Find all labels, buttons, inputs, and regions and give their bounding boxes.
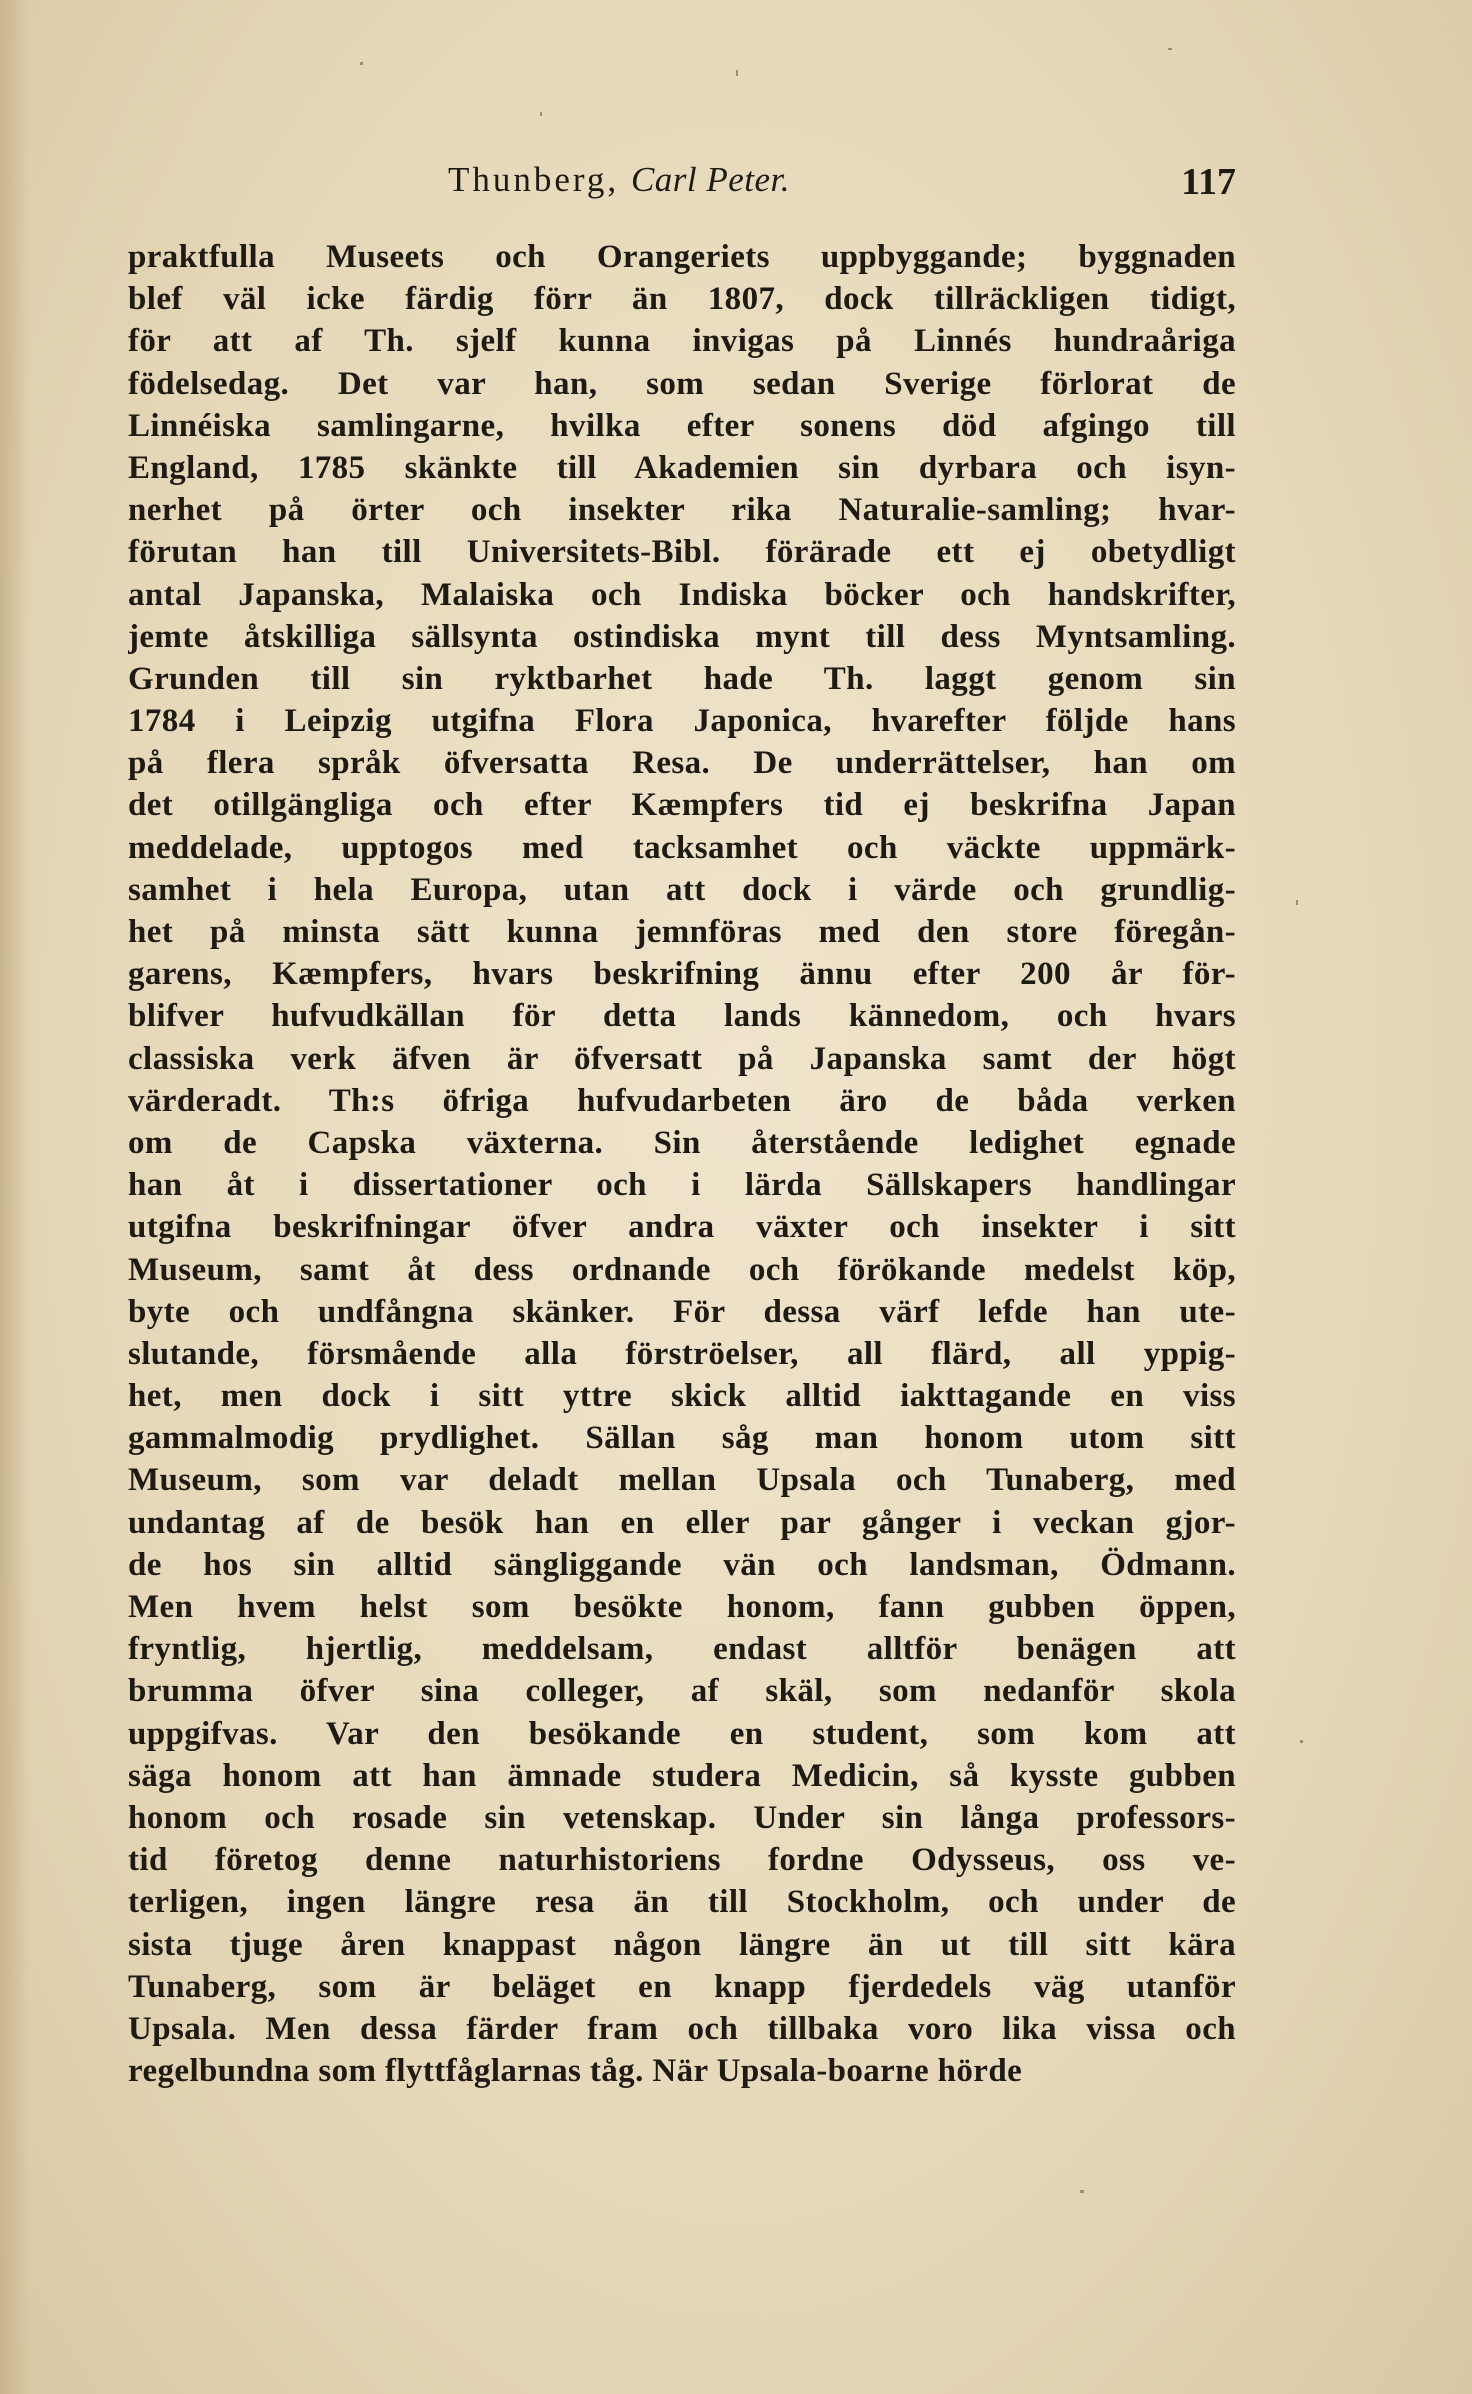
- text-line: det otillgängliga och efter Kæmpfers tid ej beskrifna Japan: [128, 787, 1236, 824]
- text-line: garens, Kæmpfers, hvars beskrifning ännu efter 200 år för-: [128, 956, 1236, 993]
- text-line: tid företog denne naturhistoriens fordne Odysseus, oss ve-: [128, 1842, 1236, 1879]
- running-head: [448, 160, 790, 200]
- text-line: classiska verk äfven är öfversatt på Japanska samt der högt: [128, 1040, 1236, 1077]
- text-line: utgifna beskrifningar öfver andra växter och insekter i sitt: [128, 1209, 1236, 1246]
- running-head-author: Carl Peter.: [630, 160, 791, 199]
- text-line: på flera språk öfversatta Resa. De underrättelser, han om: [128, 745, 1236, 782]
- text-line: brumma öfver sina colleger, af skäl, som nedanför skola: [128, 1673, 1236, 1710]
- text-line: antal Japanska, Malaiska och Indiska böcker och handskrifter,: [128, 576, 1236, 613]
- text-line: Men hvem helst som besökte honom, fann gubben öppen,: [128, 1589, 1236, 1625]
- text-line: sista tjuge åren knappast någon längre än ut till sitt kära: [128, 1926, 1236, 1963]
- text-line: säga honom att han ämnade studera Medicin, så kysste gubben: [128, 1757, 1236, 1794]
- text-line: honom och rosade sin vetenskap. Under sin långa professors-: [128, 1799, 1236, 1836]
- text-line: meddelade, upptogos med tacksamhet och väckte uppmärk-: [128, 829, 1236, 866]
- body-text: [128, 236, 1236, 2092]
- text-line: Linnéiska samlingarne, hvilka efter sonens död afgingo till: [128, 407, 1236, 444]
- text-line: het på minsta sätt kunna jemnföras med den store föregån-: [128, 914, 1236, 950]
- text-line: undantag af de besök han en eller par gånger i veckan gjor-: [128, 1504, 1236, 1541]
- text-line: Upsala. Men dessa färder fram och tillbaka voro lika vissa och: [128, 2010, 1236, 2047]
- paper-speck: [1168, 48, 1172, 50]
- text-line: om de Capska växterna. Sin återstående ledighet egnade: [128, 1124, 1236, 1161]
- text-line: slutande, försmående alla förströelser, all flärd, all yppig-: [128, 1335, 1236, 1372]
- text-line: blifver hufvudkällan för detta lands kännedom, och hvars: [128, 998, 1236, 1035]
- running-head-name: Thunberg,: [448, 160, 620, 199]
- text-line: jemte åtskilliga sällsynta ostindiska mynt till dess Myntsamling.: [128, 618, 1236, 655]
- paper-speck: [1300, 1740, 1303, 1743]
- text-line: byte och undfångna skänker. För dessa värf lefde han ute-: [128, 1293, 1236, 1330]
- text-line: regelbundna som flyttfåglarnas tåg. När Upsala-boarne hörde: [128, 2053, 1023, 2090]
- paper-speck: [1296, 900, 1298, 905]
- paper-speck: [736, 70, 738, 76]
- text-line: praktfulla Museets och Orangeriets uppbyggande; byggnaden: [128, 239, 1236, 275]
- page-header: [128, 160, 1236, 210]
- text-line: Museum, samt åt dess ordnande och förökande medelst köp,: [128, 1251, 1236, 1288]
- text-line: värderadt. Th:s öfriga hufvudarbeten äro de båda verken: [128, 1082, 1236, 1119]
- text-line: för att af Th. sjelf kunna invigas på Linnés hundraåriga: [128, 323, 1236, 360]
- text-line: Tunaberg, som är beläget en knapp fjerdedels väg utanför: [128, 1968, 1236, 2005]
- paper-speck: [540, 112, 542, 116]
- text-line: Grunden till sin ryktbarhet hade Th. laggt genom sin: [128, 660, 1236, 697]
- text-line: gammalmodig prydlighet. Sällan såg man honom utom sitt: [128, 1420, 1236, 1457]
- paper-speck: [360, 62, 363, 65]
- text-line: han åt i dissertationer och i lärda Sällskapers handlingar: [128, 1167, 1236, 1204]
- page-gutter-shadow: [0, 0, 30, 2394]
- text-line: Museum, som var deladt mellan Upsala och Tunaberg, med: [128, 1462, 1236, 1499]
- text-line: nerhet på örter och insekter rika Naturalie-samling; hvar-: [128, 492, 1236, 529]
- text-line: 1784 i Leipzig utgifna Flora Japonica, hvarefter följde hans: [128, 703, 1236, 740]
- text-line: England, 1785 skänkte till Akademien sin dyrbara och isyn-: [128, 449, 1236, 486]
- paper-speck: [1080, 2190, 1084, 2193]
- text-line: het, men dock i sitt yttre skick alltid iakttagande en viss: [128, 1378, 1236, 1415]
- text-line: fryntlig, hjertlig, meddelsam, endast alltför benägen att: [128, 1631, 1236, 1668]
- text-line: uppgifvas. Var den besökande en student, som kom att: [128, 1715, 1236, 1752]
- text-line: förutan han till Universitets-Bibl. förärade ett ej obetydligt: [128, 534, 1236, 571]
- text-line: födelsedag. Det var han, som sedan Sverige förlorat de: [128, 365, 1236, 402]
- text-line: de hos sin alltid sängliggande vän och landsman, Ödmann.: [128, 1546, 1236, 1583]
- text-line: terligen, ingen längre resa än till Stockholm, och under de: [128, 1884, 1236, 1921]
- text-line: samhet i hela Europa, utan att dock i värde och grundlig-: [128, 871, 1236, 908]
- page-number: 117: [1181, 161, 1236, 203]
- text-line: blef väl icke färdig förr än 1807, dock tillräckligen tidigt,: [128, 281, 1236, 318]
